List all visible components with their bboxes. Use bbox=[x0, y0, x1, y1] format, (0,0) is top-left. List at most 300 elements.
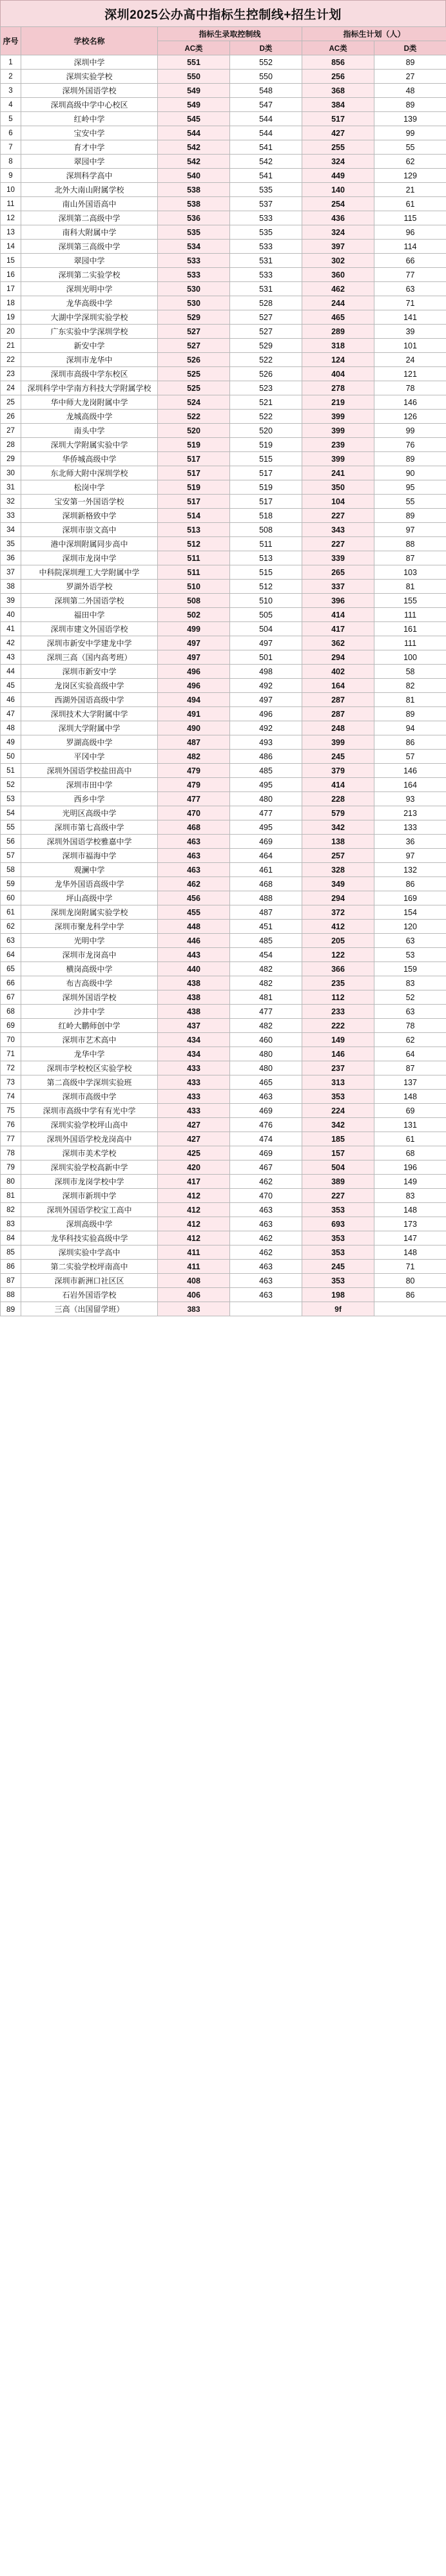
plan-ac: 294 bbox=[302, 891, 374, 905]
row-index: 43 bbox=[1, 650, 21, 665]
score-d: 537 bbox=[230, 197, 302, 211]
school-name: 龙岗区实验高级中学 bbox=[21, 679, 158, 693]
plan-d: 137 bbox=[374, 1075, 446, 1090]
school-name: 深圳市田中学 bbox=[21, 778, 158, 792]
plan-d: 141 bbox=[374, 310, 446, 325]
plan-ac: 104 bbox=[302, 495, 374, 509]
score-d bbox=[230, 1302, 302, 1316]
row-index: 84 bbox=[1, 1231, 21, 1245]
plan-d: 71 bbox=[374, 296, 446, 310]
school-name: 深圳实验学校 bbox=[21, 70, 158, 84]
table-row bbox=[1, 707, 446, 721]
school-name: 深圳第二实验学校 bbox=[21, 268, 158, 282]
plan-ac: 404 bbox=[302, 367, 374, 381]
score-ac: 438 bbox=[158, 976, 230, 990]
plan-ac: 353 bbox=[302, 1245, 374, 1260]
score-d: 527 bbox=[230, 325, 302, 339]
plan-d: 155 bbox=[374, 594, 446, 608]
row-index: 40 bbox=[1, 608, 21, 622]
score-ac: 411 bbox=[158, 1245, 230, 1260]
plan-ac: 372 bbox=[302, 905, 374, 920]
row-index: 26 bbox=[1, 410, 21, 424]
row-index: 27 bbox=[1, 424, 21, 438]
school-name: 龙华外国语高级中学 bbox=[21, 877, 158, 891]
score-d: 535 bbox=[230, 225, 302, 240]
score-ac: 470 bbox=[158, 806, 230, 820]
table-row bbox=[1, 254, 446, 268]
plan-d: 133 bbox=[374, 820, 446, 835]
plan-d: 97 bbox=[374, 523, 446, 537]
score-d: 492 bbox=[230, 721, 302, 735]
school-name: 深圳科学中学南方科技大学附属学校 bbox=[21, 381, 158, 395]
plan-d: 64 bbox=[374, 1047, 446, 1061]
table-row bbox=[1, 183, 446, 197]
table-row bbox=[1, 282, 446, 296]
table-row bbox=[1, 55, 446, 70]
score-ac: 519 bbox=[158, 438, 230, 452]
score-d: 482 bbox=[230, 962, 302, 976]
school-name: 深圳市美术学校 bbox=[21, 1146, 158, 1160]
plan-ac: 414 bbox=[302, 608, 374, 622]
plan-ac: 397 bbox=[302, 240, 374, 254]
row-index: 37 bbox=[1, 565, 21, 580]
plan-ac: 412 bbox=[302, 920, 374, 934]
table-row bbox=[1, 296, 446, 310]
score-d: 454 bbox=[230, 948, 302, 962]
col-plan-d: D类 bbox=[374, 41, 446, 55]
score-d: 476 bbox=[230, 1118, 302, 1132]
score-d: 480 bbox=[230, 1061, 302, 1075]
score-ac: 417 bbox=[158, 1175, 230, 1189]
table-row bbox=[1, 537, 446, 551]
score-d: 497 bbox=[230, 636, 302, 650]
plan-ac: 368 bbox=[302, 84, 374, 98]
col-group-score: 指标生录取控制线 bbox=[158, 27, 302, 41]
row-index: 88 bbox=[1, 1288, 21, 1302]
score-d: 488 bbox=[230, 891, 302, 905]
score-ac: 412 bbox=[158, 1217, 230, 1231]
school-name: 深圳市龙岗中学 bbox=[21, 551, 158, 565]
school-name: 光明区高级中学 bbox=[21, 806, 158, 820]
score-d: 512 bbox=[230, 580, 302, 594]
table-row bbox=[1, 665, 446, 679]
school-name: 深圳第二高级中学 bbox=[21, 211, 158, 225]
row-index: 6 bbox=[1, 126, 21, 140]
plan-ac: 324 bbox=[302, 155, 374, 169]
score-ac: 544 bbox=[158, 126, 230, 140]
plan-ac: 353 bbox=[302, 1274, 374, 1288]
table-header bbox=[1, 27, 446, 55]
score-d: 464 bbox=[230, 849, 302, 863]
score-ac: 438 bbox=[158, 1005, 230, 1019]
score-d: 463 bbox=[230, 1288, 302, 1302]
plan-d: 103 bbox=[374, 565, 446, 580]
table-row bbox=[1, 764, 446, 778]
score-ac: 524 bbox=[158, 395, 230, 410]
table-row bbox=[1, 792, 446, 806]
col-score-ac: AC类 bbox=[158, 41, 230, 55]
plan-ac: 339 bbox=[302, 551, 374, 565]
plan-ac: 227 bbox=[302, 537, 374, 551]
score-ac: 525 bbox=[158, 381, 230, 395]
row-index: 50 bbox=[1, 750, 21, 764]
school-name: 深圳实验学校高新中学 bbox=[21, 1160, 158, 1175]
school-name: 中科院深圳理工大学附属中学 bbox=[21, 565, 158, 580]
score-d: 451 bbox=[230, 920, 302, 934]
score-ac: 443 bbox=[158, 948, 230, 962]
school-name: 深圳实验中学高中 bbox=[21, 1245, 158, 1260]
school-name: 翠园中学 bbox=[21, 155, 158, 169]
score-ac: 462 bbox=[158, 877, 230, 891]
plan-d: 89 bbox=[374, 509, 446, 523]
score-ac: 487 bbox=[158, 735, 230, 750]
row-index: 52 bbox=[1, 778, 21, 792]
table-row bbox=[1, 976, 446, 990]
score-ac: 522 bbox=[158, 410, 230, 424]
plan-d: 101 bbox=[374, 339, 446, 353]
row-index: 71 bbox=[1, 1047, 21, 1061]
table-row bbox=[1, 1260, 446, 1274]
score-ac: 434 bbox=[158, 1033, 230, 1047]
score-ac: 530 bbox=[158, 296, 230, 310]
plan-d: 96 bbox=[374, 225, 446, 240]
plan-d: 89 bbox=[374, 98, 446, 112]
score-d: 513 bbox=[230, 551, 302, 565]
row-index: 73 bbox=[1, 1075, 21, 1090]
row-index: 87 bbox=[1, 1274, 21, 1288]
plan-ac: 9f bbox=[302, 1302, 374, 1316]
table-row bbox=[1, 1203, 446, 1217]
school-name: 龙华科技实验高级中学 bbox=[21, 1231, 158, 1245]
row-index: 53 bbox=[1, 792, 21, 806]
table-row bbox=[1, 1033, 446, 1047]
plan-ac: 255 bbox=[302, 140, 374, 155]
score-d: 481 bbox=[230, 990, 302, 1005]
plan-d: 100 bbox=[374, 650, 446, 665]
score-d: 520 bbox=[230, 424, 302, 438]
table-row bbox=[1, 452, 446, 466]
school-name: 深圳市高级中学 bbox=[21, 1090, 158, 1104]
school-name: 东北师大附中深圳学校 bbox=[21, 466, 158, 480]
plan-ac: 360 bbox=[302, 268, 374, 282]
row-index: 28 bbox=[1, 438, 21, 452]
plan-d: 148 bbox=[374, 1090, 446, 1104]
school-name: 深圳龙岗附属实验学校 bbox=[21, 905, 158, 920]
plan-d: 55 bbox=[374, 140, 446, 155]
plan-d: 78 bbox=[374, 1019, 446, 1033]
row-index: 2 bbox=[1, 70, 21, 84]
score-d: 511 bbox=[230, 537, 302, 551]
table-row bbox=[1, 70, 446, 84]
row-index: 11 bbox=[1, 197, 21, 211]
plan-ac: 366 bbox=[302, 962, 374, 976]
plan-ac: 349 bbox=[302, 877, 374, 891]
school-name: 深圳大学附属实验中学 bbox=[21, 438, 158, 452]
score-ac: 497 bbox=[158, 650, 230, 665]
plan-d: 63 bbox=[374, 282, 446, 296]
col-group-plan: 指标生计划（人） bbox=[302, 27, 446, 41]
row-index: 61 bbox=[1, 905, 21, 920]
plan-d: 173 bbox=[374, 1217, 446, 1231]
score-ac: 412 bbox=[158, 1203, 230, 1217]
table-row bbox=[1, 580, 446, 594]
row-index: 64 bbox=[1, 948, 21, 962]
school-name: 深圳市新洲口社区区 bbox=[21, 1274, 158, 1288]
plan-ac: 138 bbox=[302, 835, 374, 849]
col-school: 学校名称 bbox=[21, 27, 158, 55]
row-index: 3 bbox=[1, 84, 21, 98]
col-score-d: D类 bbox=[230, 41, 302, 55]
row-index: 80 bbox=[1, 1175, 21, 1189]
school-name: 深圳市龙岗学校中学 bbox=[21, 1175, 158, 1189]
score-ac: 434 bbox=[158, 1047, 230, 1061]
score-d: 531 bbox=[230, 282, 302, 296]
admission-table bbox=[0, 26, 446, 1316]
plan-d: 86 bbox=[374, 735, 446, 750]
plan-ac: 350 bbox=[302, 480, 374, 495]
table-row bbox=[1, 155, 446, 169]
score-ac: 549 bbox=[158, 84, 230, 98]
school-name: 深圳科学高中 bbox=[21, 169, 158, 183]
score-ac: 479 bbox=[158, 778, 230, 792]
plan-ac: 436 bbox=[302, 211, 374, 225]
plan-d: 57 bbox=[374, 750, 446, 764]
score-ac: 427 bbox=[158, 1132, 230, 1146]
table-row bbox=[1, 140, 446, 155]
row-index: 41 bbox=[1, 622, 21, 636]
plan-d: 58 bbox=[374, 665, 446, 679]
table-row bbox=[1, 211, 446, 225]
plan-ac: 449 bbox=[302, 169, 374, 183]
plan-d: 213 bbox=[374, 806, 446, 820]
row-index: 18 bbox=[1, 296, 21, 310]
table-row bbox=[1, 84, 446, 98]
plan-d: 86 bbox=[374, 1288, 446, 1302]
score-ac: 517 bbox=[158, 466, 230, 480]
table-row bbox=[1, 990, 446, 1005]
row-index: 14 bbox=[1, 240, 21, 254]
score-ac: 527 bbox=[158, 325, 230, 339]
row-index: 55 bbox=[1, 820, 21, 835]
score-ac: 482 bbox=[158, 750, 230, 764]
score-ac: 542 bbox=[158, 140, 230, 155]
plan-d: 83 bbox=[374, 1189, 446, 1203]
row-index: 48 bbox=[1, 721, 21, 735]
plan-d: 89 bbox=[374, 707, 446, 721]
school-name: 深圳市新圳中学 bbox=[21, 1189, 158, 1203]
score-ac: 494 bbox=[158, 693, 230, 707]
table-row bbox=[1, 353, 446, 367]
score-ac: 514 bbox=[158, 509, 230, 523]
col-plan-ac: AC类 bbox=[302, 41, 374, 55]
school-name: 宝安第一外国语学校 bbox=[21, 495, 158, 509]
school-name: 南山外国语高中 bbox=[21, 197, 158, 211]
plan-d: 95 bbox=[374, 480, 446, 495]
score-d: 469 bbox=[230, 1104, 302, 1118]
plan-ac: 257 bbox=[302, 849, 374, 863]
plan-ac: 239 bbox=[302, 438, 374, 452]
score-d: 533 bbox=[230, 268, 302, 282]
row-index: 47 bbox=[1, 707, 21, 721]
table-row bbox=[1, 339, 446, 353]
plan-d: 154 bbox=[374, 905, 446, 920]
table-row bbox=[1, 466, 446, 480]
table-row bbox=[1, 636, 446, 650]
plan-ac: 140 bbox=[302, 183, 374, 197]
score-ac: 491 bbox=[158, 707, 230, 721]
score-d: 544 bbox=[230, 126, 302, 140]
plan-d: 63 bbox=[374, 1005, 446, 1019]
school-name: 大湖中学深圳实验学校 bbox=[21, 310, 158, 325]
school-name: 深圳市福海中学 bbox=[21, 849, 158, 863]
row-index: 82 bbox=[1, 1203, 21, 1217]
score-d: 474 bbox=[230, 1132, 302, 1146]
score-d: 486 bbox=[230, 750, 302, 764]
school-name: 深圳外国语学校宝工高中 bbox=[21, 1203, 158, 1217]
table-header-row-1 bbox=[1, 27, 446, 41]
table-row bbox=[1, 820, 446, 835]
plan-ac: 342 bbox=[302, 1118, 374, 1132]
score-ac: 513 bbox=[158, 523, 230, 537]
plan-ac: 353 bbox=[302, 1090, 374, 1104]
plan-ac: 224 bbox=[302, 1104, 374, 1118]
school-name: 深圳市龙华中 bbox=[21, 353, 158, 367]
school-name: 深圳市龙岗高中 bbox=[21, 948, 158, 962]
plan-ac: 185 bbox=[302, 1132, 374, 1146]
row-index: 15 bbox=[1, 254, 21, 268]
school-name: 深圳市聚龙科学中学 bbox=[21, 920, 158, 934]
school-name: 南头中学 bbox=[21, 424, 158, 438]
row-index: 85 bbox=[1, 1245, 21, 1260]
plan-ac: 254 bbox=[302, 197, 374, 211]
plan-d: 131 bbox=[374, 1118, 446, 1132]
table-row bbox=[1, 622, 446, 636]
score-ac: 448 bbox=[158, 920, 230, 934]
score-ac: 517 bbox=[158, 452, 230, 466]
score-ac: 545 bbox=[158, 112, 230, 126]
school-name: 三高（出国留学班） bbox=[21, 1302, 158, 1316]
plan-d: 93 bbox=[374, 792, 446, 806]
plan-d: 129 bbox=[374, 169, 446, 183]
plan-ac: 149 bbox=[302, 1033, 374, 1047]
plan-ac: 205 bbox=[302, 934, 374, 948]
row-index: 17 bbox=[1, 282, 21, 296]
table-row bbox=[1, 480, 446, 495]
score-d: 493 bbox=[230, 735, 302, 750]
school-name: 广东实验中学深圳学校 bbox=[21, 325, 158, 339]
plan-d: 55 bbox=[374, 495, 446, 509]
plan-d: 147 bbox=[374, 1231, 446, 1245]
school-name: 深圳市建文外国语学校 bbox=[21, 622, 158, 636]
score-ac: 463 bbox=[158, 849, 230, 863]
score-ac: 519 bbox=[158, 480, 230, 495]
school-name: 翠园中学 bbox=[21, 254, 158, 268]
plan-d: 87 bbox=[374, 551, 446, 565]
score-ac: 512 bbox=[158, 537, 230, 551]
plan-d: 39 bbox=[374, 325, 446, 339]
plan-d: 99 bbox=[374, 424, 446, 438]
table-row bbox=[1, 381, 446, 395]
school-name: 北外大南山附属学校 bbox=[21, 183, 158, 197]
plan-d: 81 bbox=[374, 580, 446, 594]
score-d: 521 bbox=[230, 395, 302, 410]
score-ac: 520 bbox=[158, 424, 230, 438]
row-index: 4 bbox=[1, 98, 21, 112]
score-ac: 433 bbox=[158, 1090, 230, 1104]
table-row bbox=[1, 98, 446, 112]
school-name: 深圳高级中学 bbox=[21, 1217, 158, 1231]
score-ac: 496 bbox=[158, 679, 230, 693]
score-ac: 550 bbox=[158, 70, 230, 84]
score-d: 547 bbox=[230, 98, 302, 112]
school-name: 深圳光明中学 bbox=[21, 282, 158, 296]
score-ac: 508 bbox=[158, 594, 230, 608]
school-name: 松岗中学 bbox=[21, 480, 158, 495]
score-d: 531 bbox=[230, 254, 302, 268]
plan-ac: 198 bbox=[302, 1288, 374, 1302]
school-name: 深圳第二外国语学校 bbox=[21, 594, 158, 608]
table-row bbox=[1, 410, 446, 424]
plan-d: 164 bbox=[374, 778, 446, 792]
plan-ac: 265 bbox=[302, 565, 374, 580]
plan-ac: 241 bbox=[302, 466, 374, 480]
score-ac: 540 bbox=[158, 169, 230, 183]
row-index: 65 bbox=[1, 962, 21, 976]
score-d: 469 bbox=[230, 835, 302, 849]
score-ac: 510 bbox=[158, 580, 230, 594]
row-index: 34 bbox=[1, 523, 21, 537]
row-index: 10 bbox=[1, 183, 21, 197]
plan-ac: 362 bbox=[302, 636, 374, 650]
row-index: 7 bbox=[1, 140, 21, 155]
score-ac: 425 bbox=[158, 1146, 230, 1160]
school-name: 南科大附属中学 bbox=[21, 225, 158, 240]
row-index: 42 bbox=[1, 636, 21, 650]
plan-d: 89 bbox=[374, 452, 446, 466]
score-ac: 496 bbox=[158, 665, 230, 679]
score-d: 510 bbox=[230, 594, 302, 608]
school-name: 坪山高级中学 bbox=[21, 891, 158, 905]
score-ac: 468 bbox=[158, 820, 230, 835]
score-ac: 477 bbox=[158, 792, 230, 806]
table-row bbox=[1, 948, 446, 962]
row-index: 77 bbox=[1, 1132, 21, 1146]
score-d: 517 bbox=[230, 466, 302, 480]
table-row bbox=[1, 310, 446, 325]
score-ac: 526 bbox=[158, 353, 230, 367]
table-row bbox=[1, 325, 446, 339]
school-name: 深圳外国语学校 bbox=[21, 990, 158, 1005]
row-index: 13 bbox=[1, 225, 21, 240]
plan-ac: 399 bbox=[302, 424, 374, 438]
school-name: 深圳外国语学校盐田高中 bbox=[21, 764, 158, 778]
score-ac: 533 bbox=[158, 254, 230, 268]
plan-d: 62 bbox=[374, 1033, 446, 1047]
row-index: 89 bbox=[1, 1302, 21, 1316]
table-row bbox=[1, 835, 446, 849]
plan-d: 68 bbox=[374, 1146, 446, 1160]
score-d: 468 bbox=[230, 877, 302, 891]
score-ac: 529 bbox=[158, 310, 230, 325]
score-d: 526 bbox=[230, 367, 302, 381]
school-name: 沙井中学 bbox=[21, 1005, 158, 1019]
school-name: 红岭中学 bbox=[21, 112, 158, 126]
plan-ac: 228 bbox=[302, 792, 374, 806]
table-row bbox=[1, 509, 446, 523]
score-ac: 433 bbox=[158, 1061, 230, 1075]
plan-ac: 219 bbox=[302, 395, 374, 410]
table-row bbox=[1, 934, 446, 948]
